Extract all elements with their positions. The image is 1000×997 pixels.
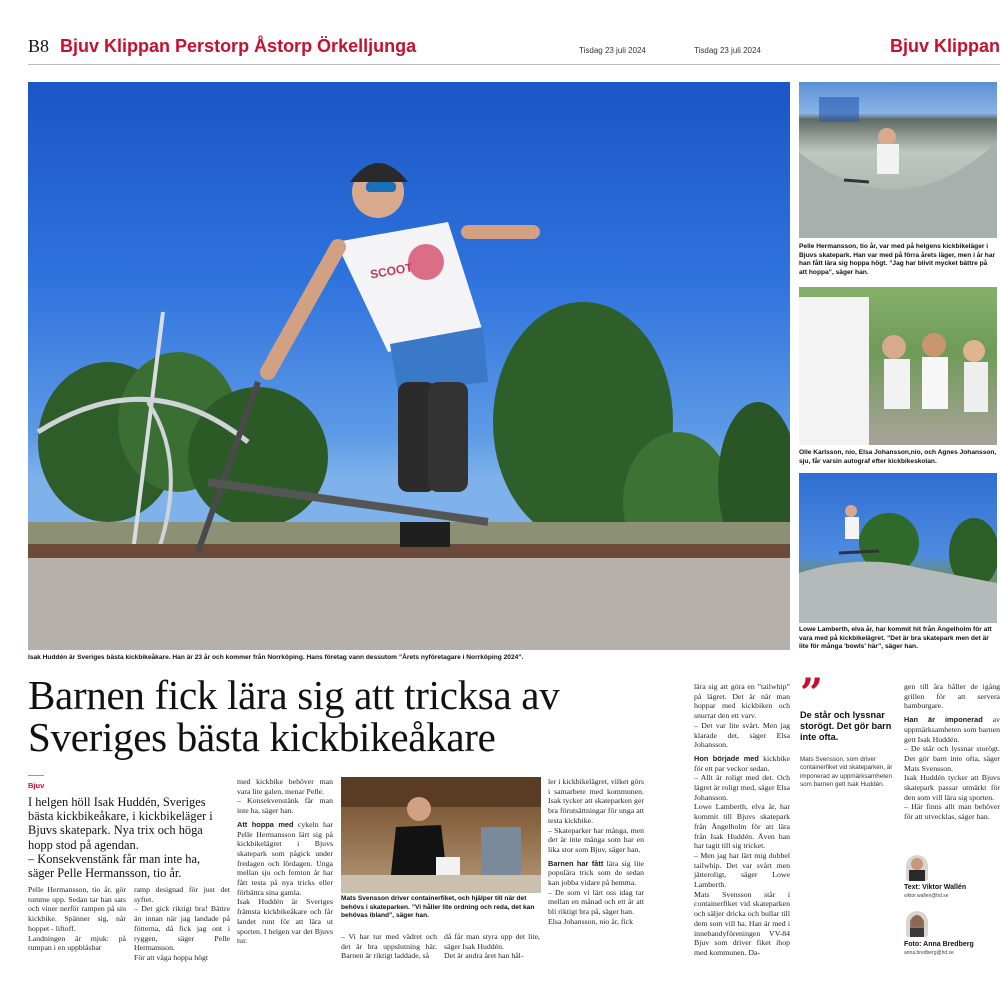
byline-photo-label: Foto: Anna Bredberg: [904, 941, 974, 948]
subhead-lead: Han är imponerad: [904, 715, 983, 725]
middle-photo-caption: Mats Svensson driver containerfiket, och hjälper till när det behövs i skateparken. ”Vi håller lite ordning och reda, det kan behövas ibland”, säger han.: [341, 895, 535, 920]
body-column-5: då får man styra upp det lite, säger Isak Huddén. Det är andra året han hål-: [444, 932, 540, 961]
quote-mark-icon: ”: [800, 670, 824, 717]
kicker: Bjuv: [28, 781, 45, 790]
middle-photo-illustration: [341, 777, 541, 893]
byline-text-email[interactable]: viktor.wallen@hd.se: [904, 893, 949, 899]
body-paragraph: gen till åra håller de igång grillen för att servera hamburgare.: [904, 682, 1000, 711]
section-towns: Bjuv Klippan Perstorp Åstorp Örkelljunga: [60, 36, 417, 56]
subhead-lead: Hon började med: [694, 753, 759, 763]
body-paragraph: [694, 754, 790, 958]
body-column-4: – Vi har tur med vädret och det är bra uppslutning här. Barnen är riktigt laddade, så: [341, 932, 437, 961]
body-paragraph: med kickbike behöver man vara lite galen, menar Pelle. – Konsekvenstänk får man inte ha, säger han.: [237, 777, 333, 816]
page-number: B8: [28, 36, 50, 56]
side-photo-1: [799, 82, 997, 238]
main-photo-caption: Isak Huddén är Sveriges bästa kickbikeåkare. Han är 23 år och kommer från Norrköping. Hans företag vann dessutom ”Årets nyföretagare i Norrköping 2024”.: [28, 654, 524, 661]
subhead-lead: Att hoppa med: [237, 819, 294, 829]
side-photo-1-illustration: [799, 82, 997, 238]
author-avatar: [906, 855, 928, 881]
side-photo-3-caption: Lowe Lamberth, elva år, har kommit hit från Ängelholm för att vara med på kickbikelägret. ”Det är bra skatepark men det är lite för många 'bowls' här”, säger han.: [799, 626, 992, 651]
body-paragraph: [904, 715, 1000, 822]
body-paragraph: [548, 859, 644, 927]
byline-photo-email[interactable]: anna.bredberg@hd.se: [904, 950, 954, 956]
subhead-lead: Barnen har fått: [548, 858, 604, 868]
header-divider: [28, 64, 1000, 65]
article-headline: Barnen fick lära sig att tricksa av Sveriges bästa kickbikeåkare: [28, 672, 560, 760]
side-photo-2: [799, 287, 997, 445]
body-column-3: [237, 777, 333, 946]
pull-quote: De står och lyssnar storögt. Det gör barn inte ofta.: [800, 710, 892, 742]
byline-text: [904, 884, 966, 899]
byline-photo: [904, 941, 974, 956]
body-paragraph: ler i kickbikelägret, vilket görs i samarbete med kommunen. Isak tycker att skateparken ger bra förutsättningar för unga att testa kickbike. – Skateparker har många, men det är inte många som har en lika stor som Bjuv, säger han.: [548, 777, 644, 854]
main-photo: [28, 82, 790, 650]
body-text: lära sig lite populära trick som de sedan kan jobba vidare på hemma. – De som vi lärt oss idag tar mellan en månad och ett år att bli riktigt bra på, säger han. Elsa Johansson, nio år, fick: [548, 858, 644, 926]
kicker-rule: [28, 775, 44, 776]
date-left: Tisdag 23 juli 2024: [579, 46, 646, 55]
body-column-7: [694, 682, 790, 958]
main-photo-illustration: [28, 82, 790, 650]
page-header: [28, 36, 416, 57]
side-photo-2-caption: Olle Karlsson, nio, Elsa Johansson,nio, och Agnes Johansson, sju, får varsin autograf efter kickbikeskolan.: [799, 449, 997, 465]
body-column-1: Pelle Hermansson, tio år, gör tumme upp. Sedan tar han sats och viner nerför rampen på sin kickbike. Spänner sig, når hoppet - liftoff. Landningen är mjuk: på rumpan i en uppblåsbar: [28, 885, 126, 953]
photographer-avatar-illustration: [906, 911, 928, 937]
body-paragraph: [237, 820, 333, 946]
author-avatar-illustration: [906, 855, 928, 881]
pull-quote-credit: Mats Svensson, som driver containerfiket vid skateparken, är imponerad av uppmärksamheten som barnen gett Isak Huddén.: [800, 756, 893, 789]
side-photo-1-caption: Pelle Hermansson, tio år, var med på helgens kickbikeläger i Bjuvs skatepark. Han var med på förra årets läger, men i år har han fått lära sig hoppa högt. ”Jag har blivit mycket bättre på att hoppa”, säger han.: [799, 243, 996, 276]
side-photo-3: [799, 473, 997, 623]
side-photo-2-illustration: [799, 287, 997, 445]
body-text: cykeln har Pelle Hermansson lärt sig på kickbikelägret i Bjuvs skatepark som pågick under fredagen och lördagen. Unga mellan sju och femton år har fått testa på nya tricks eller förbättra sina gamla. Isak Huddén är Sveriges främsta kickbikeåkare och får landet runt för att lära ut sporten. I helgen var det Bjuvs tur.: [237, 819, 333, 946]
section-title-right: Bjuv Klippan: [889, 36, 1000, 56]
body-paragraph: lära sig att göra en ”tailwhip” på lägret. Det är när man hoppar med kickbiken och snurrar den ett varv. – Det var lite svårt. Men jag klarade det, säger Elsa Johansson.: [694, 682, 790, 750]
side-photo-3-illustration: [799, 473, 997, 623]
byline-text-label: Text: Viktor Wallén: [904, 884, 967, 891]
ingress: I helgen höll Isak Huddén, Sveriges bästa kickbikeåkare, i kickbikeläger i Bjuvs skatepark. Nya trix och höga hopp stod på agendan. – Konsekvenstänk får man inte ha, säger Pelle Hermansson, tio år.: [28, 795, 213, 881]
body-text: kickbike för ett par veckor sedan. – Allt är roligt med det. Och lägret är roligt med, säger Elsa Johansson. Lowe Lamberth, elva år, har kommit till Bjuvs skatepark från Ängelholm för att lära från Isak Huddén. Även han har tagit till sig tricket. – Men jag har lärt mig dubbel tailwhip. Det var svårt men jätteroligt, säger Lowe Lamberth. Mats Svensson står i containerfiket vid skateparken och säljer dricka och bullar till dem som vill ha. Han är med i innebandyföreningen VV-84 Bjuv som driver fiket ihop med kommunen. Da-: [694, 753, 790, 957]
middle-photo: [341, 777, 541, 893]
body-column-2: ramp designad för just det syftet. – Det gick riktigt bra! Bättre än innan när jag landade på fötterna, då fick jag ont i ryggen, säger Pelle Hermansson. För att våga hoppa högt: [134, 885, 230, 962]
date-right: Tisdag 23 juli 2024: [694, 46, 761, 55]
body-column-8: [904, 682, 1000, 822]
body-column-6: [548, 777, 644, 927]
photographer-avatar: [906, 911, 928, 937]
body-text: av uppmärksamheten som barnen gett Isak Huddén. – De står och lyssnar storögt. Det gör barn inte ofta, säger Mats Svensson. Isak Huddén tycker att Bjuvs skatepark passar utmärkt för den som vill lära sig sporten. – Här finns allt man behöver för att utvecklas, säger han.: [904, 715, 1000, 822]
shirt-print: SCOOT: [369, 260, 414, 282]
